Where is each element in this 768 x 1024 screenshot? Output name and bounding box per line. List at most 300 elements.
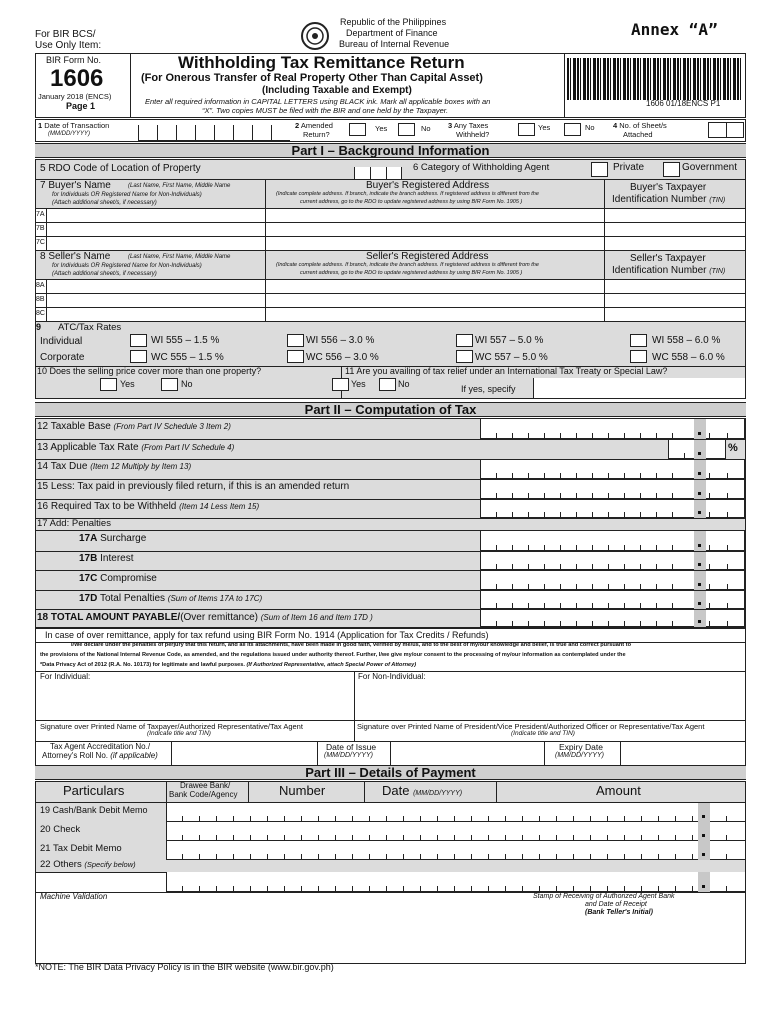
tick-mark — [607, 854, 608, 860]
tick-mark — [684, 453, 685, 459]
multiple-property-yes-label: Yes — [120, 379, 135, 389]
machine-validation-area[interactable] — [36, 903, 745, 963]
tick-mark — [544, 564, 545, 570]
taxes-withheld-yes-checkbox[interactable] — [518, 123, 535, 136]
wi555-label: WI 555 – 1.5 % — [151, 335, 220, 346]
tick-mark — [560, 603, 561, 609]
tick-mark — [592, 564, 593, 570]
tick-mark — [576, 512, 577, 518]
tick-mark — [576, 493, 577, 499]
tick-mark — [560, 493, 561, 499]
tick-mark — [624, 473, 625, 479]
decimal-point — [698, 841, 710, 860]
tick-mark — [528, 473, 529, 479]
item19-label: 19 Cash/Bank Debit Memo — [40, 805, 148, 815]
decimal-point — [698, 822, 710, 841]
over-remittance-note: In case of over remittance, apply for tax refund using BIR Form No. 1914 (Application for Tax Credits / Refunds) — [45, 630, 489, 640]
tick-mark — [672, 493, 673, 499]
tick-mark — [496, 433, 497, 439]
form-subtitle: (For Onerous Transfer of Real Property Other Than Capital Asset) — [141, 72, 483, 84]
tick-mark — [560, 621, 561, 627]
tick-mark — [544, 433, 545, 439]
row-7b: 7B — [36, 225, 45, 232]
multiple-property-no-label: No — [181, 379, 193, 389]
tick-mark — [216, 886, 217, 892]
taxes-withheld-yes-label: Yes — [538, 123, 551, 132]
tick-mark — [608, 564, 609, 570]
tick-mark — [496, 473, 497, 479]
tick-mark — [726, 854, 727, 860]
attorney-roll-sub: (if applicable) — [110, 751, 158, 760]
seller-tin-header: Seller's Taxpayer — [630, 253, 706, 264]
footer-note: *NOTE: The BIR Data Privacy Policy is in the BIR website (www.bir.gov.ph) — [35, 962, 334, 972]
decimal-point — [694, 440, 706, 459]
category-private-label: Private — [613, 162, 645, 173]
decimal-point — [694, 531, 706, 551]
tick-mark — [182, 886, 183, 892]
tick-mark — [726, 886, 727, 892]
tick-mark — [709, 545, 710, 551]
tick-mark — [528, 433, 529, 439]
item4-label: No. of Sheet/s — [619, 121, 667, 130]
decimal-point — [694, 480, 706, 499]
tick-mark — [709, 564, 710, 570]
tick-mark — [512, 493, 513, 499]
tick-mark — [318, 886, 319, 892]
tick-mark — [672, 545, 673, 551]
stamp-label: Stamp of Receiving of Authorized Agent Bank — [533, 893, 675, 900]
form-no-label: BIR Form No. — [46, 55, 102, 65]
amended-yes-label: Yes — [375, 124, 388, 133]
decimal-point — [694, 610, 706, 627]
tick-mark — [216, 854, 217, 860]
tick-mark — [512, 621, 513, 627]
date-of-issue-label: Date of Issue — [326, 742, 377, 752]
tick-mark — [250, 886, 251, 892]
decimal-point — [698, 803, 710, 822]
tax-agent-label: Tax Agent Accreditation No./ — [50, 742, 151, 751]
date-of-issue-input[interactable] — [390, 742, 545, 766]
expiry-date-input[interactable] — [620, 742, 745, 766]
tick-mark — [592, 603, 593, 609]
dof-label: Department of Finance — [346, 28, 438, 38]
tick-mark — [544, 584, 545, 590]
tax-relief-specify-input[interactable] — [533, 378, 745, 398]
tick-mark — [608, 433, 609, 439]
tick-mark — [692, 854, 693, 860]
tick-mark — [512, 433, 513, 439]
wi556-checkbox[interactable] — [287, 334, 304, 347]
buyer-name-sub2: for Individuals OR Registered Name for Non-Individuals) — [52, 192, 202, 198]
item11-label: 11 Are you availing of tax relief under an International Tax Treaty or Special Law? — [345, 366, 668, 376]
tick-mark — [369, 854, 370, 860]
tick-mark — [592, 584, 593, 590]
tick-mark — [590, 854, 591, 860]
tick-mark — [496, 564, 497, 570]
tick-mark — [592, 512, 593, 518]
stamp-label-b: and Date of Receipt — [585, 901, 647, 908]
wi556-label: WI 556 – 3.0 % — [306, 335, 375, 346]
seller-tin-input[interactable] — [605, 280, 745, 321]
tick-mark — [640, 545, 641, 551]
buyer-address-sub2: current address, go to the RDO to update registered address by using BIR Form No. 1905 ) — [300, 199, 523, 205]
decimal-point — [694, 591, 706, 609]
tick-mark — [528, 545, 529, 551]
tick-mark — [522, 886, 523, 892]
item9-label: 9 — [36, 322, 42, 332]
tick-mark — [672, 433, 673, 439]
tick-mark — [512, 473, 513, 479]
for-non-individual-label: For Non-Individual: — [358, 672, 426, 681]
tick-mark — [544, 545, 545, 551]
tick-mark — [592, 493, 593, 499]
wi555-checkbox[interactable] — [130, 334, 147, 347]
tick-mark — [658, 854, 659, 860]
wi558-label: WI 558 – 6.0 % — [652, 335, 721, 346]
barcode-icon — [567, 58, 743, 100]
item17c-num: 17C — [79, 573, 98, 584]
amended-yes-checkbox[interactable] — [349, 123, 366, 136]
tick-mark — [675, 886, 676, 892]
tick-mark — [709, 603, 710, 609]
item12-label: 12 Taxable Base — [37, 421, 111, 432]
tick-mark — [592, 621, 593, 627]
tick-mark — [250, 854, 251, 860]
tick-mark — [592, 545, 593, 551]
buyer-tin-input[interactable] — [605, 209, 745, 250]
tick-mark — [560, 512, 561, 518]
tick-mark — [608, 545, 609, 551]
tax-relief-yes-checkbox[interactable] — [332, 378, 349, 391]
tick-mark — [335, 886, 336, 892]
tick-mark — [544, 512, 545, 518]
tick-mark — [556, 886, 557, 892]
item12-note: (From Part IV Schedule 3 Item 2) — [113, 422, 231, 431]
tick-mark — [672, 564, 673, 570]
tick-mark — [556, 854, 557, 860]
tick-mark — [640, 603, 641, 609]
accreditation-no-input[interactable] — [171, 742, 318, 766]
tick-mark — [640, 512, 641, 518]
taxes-withheld-no-label: No — [585, 123, 595, 132]
tick-mark — [182, 854, 183, 860]
tick-mark — [420, 854, 421, 860]
tick-mark — [709, 433, 710, 439]
tick-mark — [539, 886, 540, 892]
seller-name-input[interactable] — [47, 280, 265, 321]
tick-mark — [608, 493, 609, 499]
tick-mark — [505, 886, 506, 892]
annex-label: Annex “A” — [631, 20, 718, 39]
tick-mark — [454, 886, 455, 892]
tick-mark — [560, 473, 561, 479]
item5-label: 5 RDO Code of Location of Property — [40, 163, 201, 174]
tick-mark — [576, 433, 577, 439]
wi558-checkbox[interactable] — [630, 334, 647, 347]
tax-relief-no-checkbox[interactable] — [379, 378, 396, 391]
multiple-property-no-checkbox[interactable] — [161, 378, 178, 391]
decimal-point — [694, 552, 706, 570]
tick-mark — [488, 854, 489, 860]
item15-label: 15 Less: Tax paid in previously filed return, if this is an amended return — [37, 481, 350, 492]
tick-mark — [496, 512, 497, 518]
decimal-point — [694, 460, 706, 479]
individual-label: Individual — [40, 336, 83, 347]
buyer-tin-header: Buyer's Taxpayer — [630, 182, 707, 193]
date-of-transaction-input[interactable] — [138, 125, 290, 141]
date-header-format: (MM/DD/YYYY) — [413, 790, 463, 797]
item17a-label: Surcharge — [100, 533, 147, 544]
signature-individual-sub: (Indicate title and TIN) — [147, 730, 211, 737]
signature-nonindividual-label: Signature over Printed Name of President/Vice President/Authorized Officer or Representative/Tax Agent — [357, 722, 705, 731]
tick-mark — [420, 886, 421, 892]
wc556-checkbox[interactable] — [287, 350, 304, 363]
tick-mark — [512, 603, 513, 609]
item17a-num: 17A — [79, 533, 98, 544]
item17-label: 17 Add: Penalties — [37, 518, 111, 529]
buyer-tin-abbr: (TIN) — [709, 197, 726, 204]
item20-label: 20 Check — [40, 824, 81, 835]
tick-mark — [692, 886, 693, 892]
tick-mark — [608, 603, 609, 609]
tick-mark — [544, 473, 545, 479]
tick-mark — [607, 886, 608, 892]
item14-label: 14 Tax Due — [37, 461, 88, 472]
part1-header: Part I – Background Information — [35, 143, 746, 158]
tick-mark — [512, 584, 513, 590]
amount-header: Amount — [596, 783, 641, 798]
item13-note: (From Part IV Schedule 4) — [141, 443, 235, 452]
tick-mark — [641, 886, 642, 892]
stamp-label-c: (Bank Teller's Initial) — [585, 909, 653, 916]
tick-mark — [369, 886, 370, 892]
tick-mark — [727, 584, 728, 590]
tick-mark — [640, 621, 641, 627]
tick-mark — [318, 854, 319, 860]
tick-mark — [727, 603, 728, 609]
tick-mark — [352, 854, 353, 860]
seller-name-sub1: (Last Name, First Name, Middle Name — [128, 254, 231, 260]
seller-tin-sub: Identification Number — [612, 265, 707, 276]
decimal-point — [694, 571, 706, 590]
tick-mark — [528, 584, 529, 590]
tick-mark — [496, 545, 497, 551]
tick-mark — [727, 564, 728, 570]
buyer-name-input[interactable] — [47, 209, 265, 250]
tick-mark — [656, 564, 657, 570]
tick-mark — [624, 603, 625, 609]
seller-name-sub3: (Attach additional sheet/s, if necessary) — [52, 271, 157, 277]
tick-mark — [624, 433, 625, 439]
decimal-point — [698, 872, 710, 892]
tick-mark — [640, 584, 641, 590]
tick-mark — [590, 886, 591, 892]
tick-mark — [656, 433, 657, 439]
tick-mark — [624, 493, 625, 499]
tick-mark — [522, 854, 523, 860]
tick-mark — [727, 433, 728, 439]
wc555-checkbox[interactable] — [130, 350, 147, 363]
tick-mark — [403, 854, 404, 860]
wi557-checkbox[interactable] — [456, 334, 473, 347]
decimal-point — [694, 419, 706, 439]
for-bir-use-line2: Use Only Item: — [35, 40, 102, 51]
buyer-name-sub3: (Attach additional sheet/s, if necessary) — [52, 200, 157, 206]
tax-relief-yes-label: Yes — [351, 379, 366, 389]
tick-mark — [608, 584, 609, 590]
tick-mark — [656, 584, 657, 590]
tick-mark — [496, 584, 497, 590]
number-header: Number — [279, 783, 326, 798]
tick-mark — [437, 886, 438, 892]
item13-label: 13 Applicable Tax Rate — [37, 442, 139, 453]
non-individual-signature-input[interactable] — [355, 683, 745, 719]
multiple-property-yes-checkbox[interactable] — [100, 378, 117, 391]
tick-mark — [727, 545, 728, 551]
wc558-label: WC 558 – 6.0 % — [652, 352, 725, 363]
category-government-checkbox[interactable] — [663, 162, 680, 177]
tick-mark — [672, 473, 673, 479]
sheets-attached-input[interactable] — [708, 122, 744, 138]
tick-mark — [528, 603, 529, 609]
seller-address-sub1: (Indicate complete address. If branch, indicate the branch address. If registered address is different from the — [276, 262, 539, 268]
tick-mark — [471, 886, 472, 892]
percent-label: % — [728, 442, 738, 454]
item17c-label: Compromise — [100, 573, 157, 584]
barcode-code: 1606 01/18ENCS P1 — [646, 99, 721, 108]
tax-relief-no-label: No — [398, 379, 410, 389]
wc557-label: WC 557 – 5.0 % — [475, 352, 548, 363]
seller-address-sub2: current address, go to the RDO to update registered address by using BIR Form No. 1905 ) — [300, 270, 523, 276]
tick-mark — [640, 433, 641, 439]
tick-mark — [560, 564, 561, 570]
row-7c: 7C — [36, 239, 45, 246]
item1-label: Date of Transaction — [44, 121, 110, 130]
form-subtitle2: (Including Taxable and Exempt) — [262, 85, 412, 96]
tick-mark — [301, 886, 302, 892]
republic-label: Republic of the Philippines — [340, 17, 447, 27]
declaration-line2: the provisions of the National Internal Revenue Code, as amended, and the regulations issued under authority thereof. Further, I/we give my/our consent to the processing of my/our information as contemplated under the — [40, 652, 626, 658]
row-8c: 8C — [36, 310, 45, 317]
tick-mark — [560, 584, 561, 590]
tick-mark — [624, 886, 625, 892]
individual-signature-input[interactable] — [36, 683, 354, 719]
tick-mark — [656, 545, 657, 551]
taxes-withheld-no-checkbox[interactable] — [564, 123, 581, 136]
item2-label-b: Return? — [303, 130, 330, 139]
expiry-date-label: Expiry Date — [559, 742, 603, 752]
tick-mark — [576, 621, 577, 627]
tick-mark — [592, 473, 593, 479]
amended-no-checkbox[interactable] — [398, 123, 415, 136]
tick-mark — [656, 493, 657, 499]
item7-label: 7 Buyer's Name — [40, 180, 111, 191]
item17d-label: Total Penalties — [99, 593, 166, 604]
tick-mark — [496, 621, 497, 627]
tick-mark — [233, 854, 234, 860]
tick-mark — [512, 545, 513, 551]
item3-label-b: Withheld? — [456, 130, 490, 139]
tick-mark — [592, 433, 593, 439]
wc558-checkbox[interactable] — [630, 350, 647, 363]
tick-mark — [608, 473, 609, 479]
tick-mark — [624, 621, 625, 627]
tick-mark — [560, 545, 561, 551]
date-of-issue-format: (MM/DD/YYYY) — [324, 752, 373, 759]
tick-mark — [709, 512, 710, 518]
tick-mark — [386, 886, 387, 892]
amended-no-label: No — [421, 124, 431, 133]
category-private-checkbox[interactable] — [591, 162, 608, 177]
item1-format: (MM/DD/YYYY) — [48, 131, 90, 137]
item16-note: (Item 14 Less Item 15) — [179, 502, 260, 511]
item17d-num: 17D — [79, 593, 98, 604]
tick-mark — [454, 854, 455, 860]
attorney-roll-label: Attorney's Roll No. — [42, 751, 108, 760]
wi557-label: WI 557 – 5.0 % — [475, 335, 544, 346]
tick-mark — [624, 512, 625, 518]
tick-mark — [576, 584, 577, 590]
tick-mark — [335, 854, 336, 860]
form-edition: January 2018 (ENCS) — [38, 92, 112, 101]
tick-mark — [608, 621, 609, 627]
tick-mark — [437, 854, 438, 860]
form-title: Withholding Tax Remittance Return — [178, 53, 465, 72]
item3-label: Any Taxes — [453, 121, 489, 130]
tick-mark — [727, 621, 728, 627]
row-7a: 7A — [36, 211, 45, 218]
tick-mark — [675, 854, 676, 860]
machine-validation-label: Machine Validation — [40, 892, 108, 901]
tick-mark — [488, 886, 489, 892]
tick-mark — [544, 603, 545, 609]
for-individual-label: For Individual: — [40, 672, 91, 681]
item17b-num: 17B — [79, 553, 98, 564]
tick-mark — [727, 473, 728, 479]
declaration-line3: *Data Privacy Act of 2012 (R.A. No. 10173) for legitimate and lawful purposes. — [40, 662, 245, 668]
seller-address-input[interactable] — [266, 280, 604, 321]
tick-mark — [528, 493, 529, 499]
buyer-name-sub1: (Last Name, First Name, Middle Name — [128, 183, 231, 189]
tick-mark — [641, 854, 642, 860]
signature-individual-label: Signature over Printed Name of Taxpayer/Authorized Representative/Tax Agent — [40, 722, 303, 731]
item18-label-b: (Over remittance) — [180, 612, 258, 623]
tick-mark — [672, 512, 673, 518]
buyer-address-sub1: (Indicate complete address. If branch, indicate the branch address. If registered address is different from the — [276, 191, 539, 197]
buyer-address-header: Buyer's Registered Address — [366, 180, 490, 191]
declaration-line3b: (If Authorized Representative, attach Special Power of Attorney) — [246, 662, 417, 668]
tick-mark — [544, 621, 545, 627]
tick-mark — [539, 854, 540, 860]
item22-label: 22 Others — [40, 859, 82, 870]
tick-mark — [672, 584, 673, 590]
tick-mark — [727, 512, 728, 518]
item6-label: 6 Category of Withholding Agent — [413, 162, 550, 173]
part2-header: Part II – Computation of Tax — [35, 402, 746, 417]
drawee-bank-header: Drawee Bank/ — [180, 781, 231, 790]
drawee-bank-header-b: Bank Code/Agency — [169, 790, 238, 799]
item16-label: 16 Required Tax to be Withheld — [37, 501, 177, 512]
tick-mark — [199, 886, 200, 892]
others-specify-input[interactable] — [36, 872, 166, 892]
tick-mark — [656, 512, 657, 518]
buyer-address-input[interactable] — [266, 209, 604, 250]
item14-note: (Item 12 Multiply by Item 13) — [90, 462, 192, 471]
tick-mark — [544, 493, 545, 499]
tick-mark — [199, 854, 200, 860]
wc557-checkbox[interactable] — [456, 350, 473, 363]
tick-mark — [727, 493, 728, 499]
